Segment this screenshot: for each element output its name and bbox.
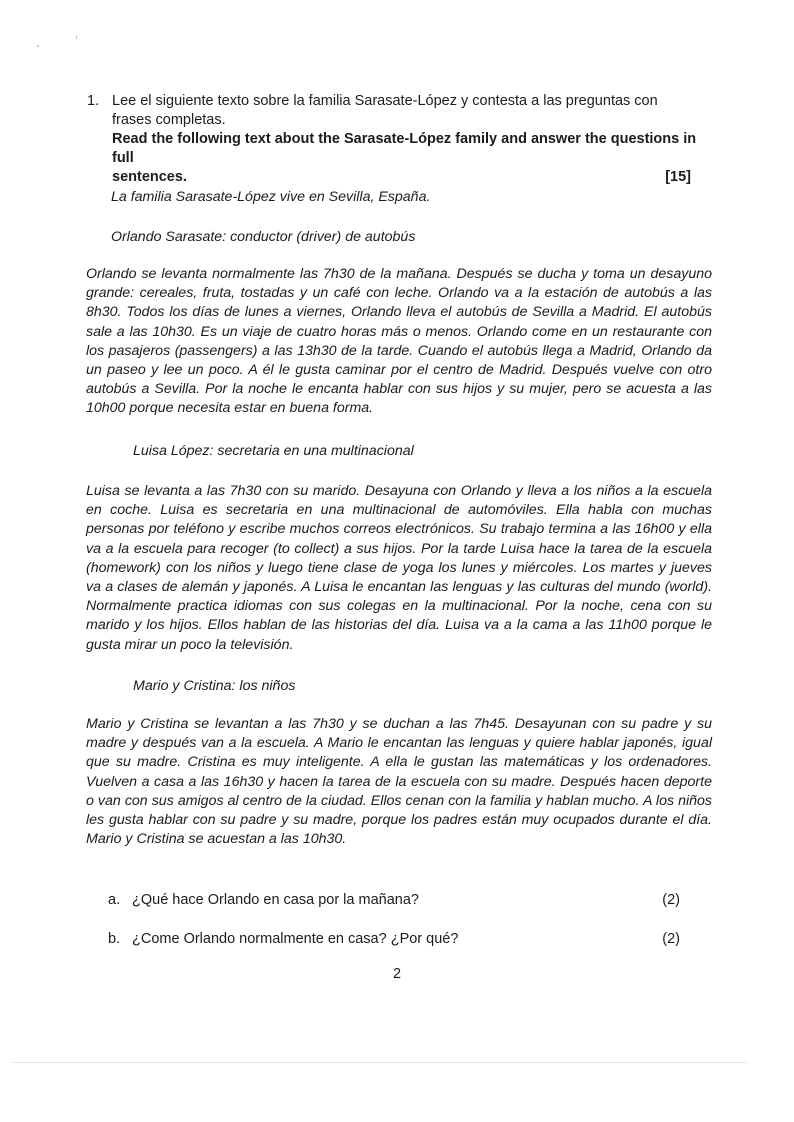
question-text: ¿Qué hace Orlando en casa por la mañana? — [132, 892, 419, 908]
instruction-english: Read the following text about the Sarasate-López family and answer the questions in full — [112, 131, 697, 166]
question-letter: b. — [108, 931, 121, 947]
section-heading-ninos: Mario y Cristina: los niños — [133, 678, 296, 694]
section-text-orlando: Orlando se levanta normalmente las 7h30 de la mañana. Después se ducha y toma un desayuno grande: cereales, fruta, tostadas y un café con leche. Orlando va a la estación de autobús a las 8h30. Todos los días de lunes a viernes, Orlando lleva el autobús de Sevilla a Madrid. El autobús sale a las 10h30. Es un viaje de cuatro horas más o menos. Orlando come en un restaurante con los pasajeros (passengers) a las 13h30 de la tarde. Cuando el autobús llega a Madrid, Orlando da un paseo y lee un poco. A él le gusta caminar por el centro de Madrid. Después vuelve con otro autobús a Sevilla. Por la noche le encanta hablar con sus hijos y su mujer, pero se acuesta a las 10h00 porque necesita estar en buena forma. — [86, 266, 712, 417]
instruction-english-end: sentences. — [112, 169, 187, 185]
question-marks: (2) — [662, 931, 680, 947]
scan-edge-line — [12, 1062, 747, 1063]
question-marks: (2) — [662, 892, 680, 908]
scan-speck — [76, 36, 77, 39]
instruction-spanish: Lee el siguiente texto sobre la familia Sarasate-López y contesta a las preguntas con frases completas. — [112, 93, 658, 128]
total-marks: [15] — [665, 169, 691, 185]
intro-sentence: La familia Sarasate-López vive en Sevilla, España. — [111, 189, 431, 205]
question-row — [108, 891, 680, 910]
section-heading-orlando: Orlando Sarasate: conductor (driver) de autobús — [111, 229, 416, 245]
question-text: ¿Come Orlando normalmente en casa? ¿Por qué? — [132, 931, 459, 947]
page-number: 2 — [392, 966, 402, 982]
question-letter: a. — [108, 892, 121, 908]
scan-speck — [37, 45, 39, 47]
section-text-luisa: Luisa se levanta a las 7h30 con su marido. Desayuna con Orlando y lleva a los niños a la escuela en coche. Luisa es secretaria en una multinacional de automóviles. Ella habla con muchas personas por teléfono y escribe muchos correos electrónicos. Su trabajo termina a las 16h00 y ella va a la escuela para recoger (to collect) a sus hijos. Por la tarde Luisa hace la tarea de la escuela (homework) con los niños y luego tiene clase de yoga los lunes y miércoles. Los martes y jueves va a clases de alemán y japonés. A Luisa le encantan las lenguas y las culturas del mundo (world). Normalmente practica idiomas con sus colegas en la multinacional. Por la noche, cena con su marido y los hijos. Ellos hablan de las historias del día. Luisa va a la cama a las 11h00 porque le gusta mirar un poco la televisión. — [86, 483, 712, 653]
section-text-ninos: Mario y Cristina se levantan a las 7h30 y se duchan a las 7h45. Desayunan con su padre y su madre y después van a la escuela. A Mario le encantan las lenguas y quiere hablar japonés, igual que su madre. Cristina es muy inteligente. A ella le gustan las matemáticas y los ordenadores. Vuelven a casa a las 16h30 y hacen la tarea de la escuela con su madre. Después hacen deporte o van con sus amigos al centro de la ciudad. Ellos cenan con la familia y hablan mucho. A los niños les gusta hablar con su padre y su madre, porque los padres están muy ocupados durante el día. Mario y Cristina se acuestan a las 10h30. — [86, 716, 712, 848]
exercise-instruction — [87, 92, 697, 187]
section-heading-luisa: Luisa López: secretaria en una multinacional — [133, 443, 414, 459]
exercise-number: 1. — [87, 93, 100, 109]
question-row — [108, 930, 680, 949]
